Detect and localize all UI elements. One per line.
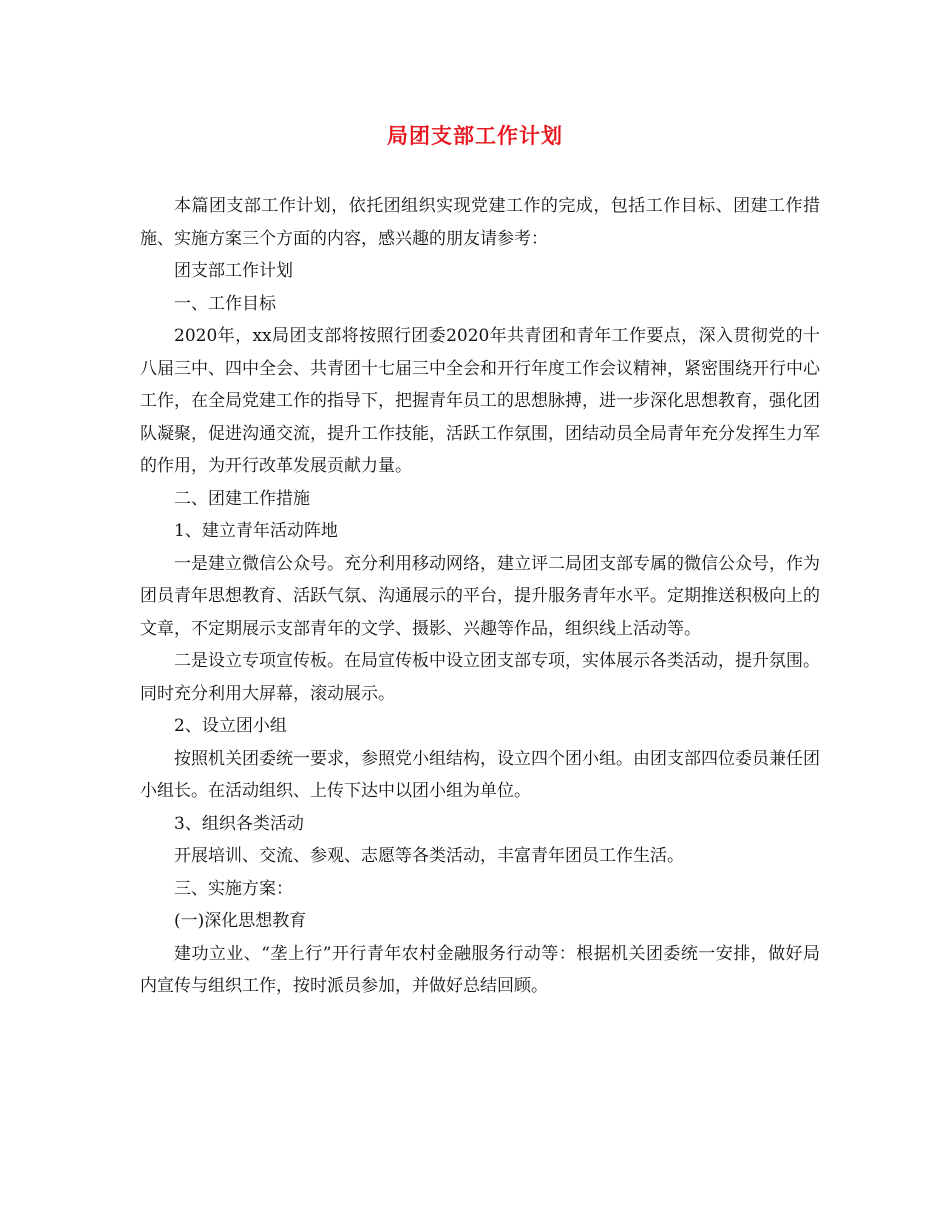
document-body <box>140 190 820 1003</box>
paragraph-goals: 2020年，xx局团支部将按照行团委2020年共青团和青年工作要点，深入贯彻党的十八届三中、四中全会、共青团十七届三中全会和开行年度工作会议精神，紧密围绕开行中心工作，在全局党建工作的指导下，把握青年员工的思想脉搏，进一步深化思想教育，强化团队凝聚，促进沟通交流，提升工作技能，活跃工作氛围，团结动员全局青年充分发挥生力军的作用，为开行改革发展贡献力量。 <box>140 326 820 476</box>
paragraph-education: 建功立业、“垄上行”开行青年农村金融服务行动等：根据机关团委统一安排，做好局内宣传与组织工作，按时派员参加，并做好总结回顾。 <box>140 943 820 996</box>
paragraph-groups: 按照机关团委统一要求，参照党小组结构，设立四个团小组。由团支部四位委员兼任团小组长。在活动组织、上传下达中以团小组为单位。 <box>140 748 820 801</box>
subheading-education: (一)深化思想教育 <box>174 911 307 931</box>
paragraph-activities: 开展培训、交流、参观、志愿等各类活动，丰富青年团员工作生活。 <box>174 846 684 866</box>
subheading-activities: 3、组织各类活动 <box>174 813 304 834</box>
paragraph-board: 二是设立专项宣传板。在局宣传板中设立团支部专项，实体展示各类活动，提升氛围。同时充分利用大屏幕，滚动展示。 <box>140 651 820 704</box>
paragraph-subtitle: 团支部工作计划 <box>174 261 293 281</box>
subheading-activity-base: 1、建立青年活动阵地 <box>174 521 338 541</box>
section-heading-plan: 三、实施方案： <box>174 878 293 899</box>
section-heading-goals: 一、工作目标 <box>174 293 276 314</box>
document-title: 局团支部工作计划 <box>387 124 563 148</box>
paragraph-wechat: 一是建立微信公众号。充分利用移动网络，建立评二局团支部专属的微信公众号，作为团员青年思想教育、活跃气氛、沟通展示的平台，提升服务青年水平。定期推送积极向上的文章，不定期展示支部青年的文学、摄影、兴趣等作品，组织线上活动等。 <box>140 553 820 639</box>
subheading-groups: 2、设立团小组 <box>174 716 287 736</box>
section-heading-measures: 二、团建工作措施 <box>174 488 310 509</box>
paragraph-intro: 本篇团支部工作计划，依托团组织实现党建工作的完成，包括工作目标、团建工作措施、实施方案三个方面的内容，感兴趣的朋友请参考： <box>140 196 820 249</box>
